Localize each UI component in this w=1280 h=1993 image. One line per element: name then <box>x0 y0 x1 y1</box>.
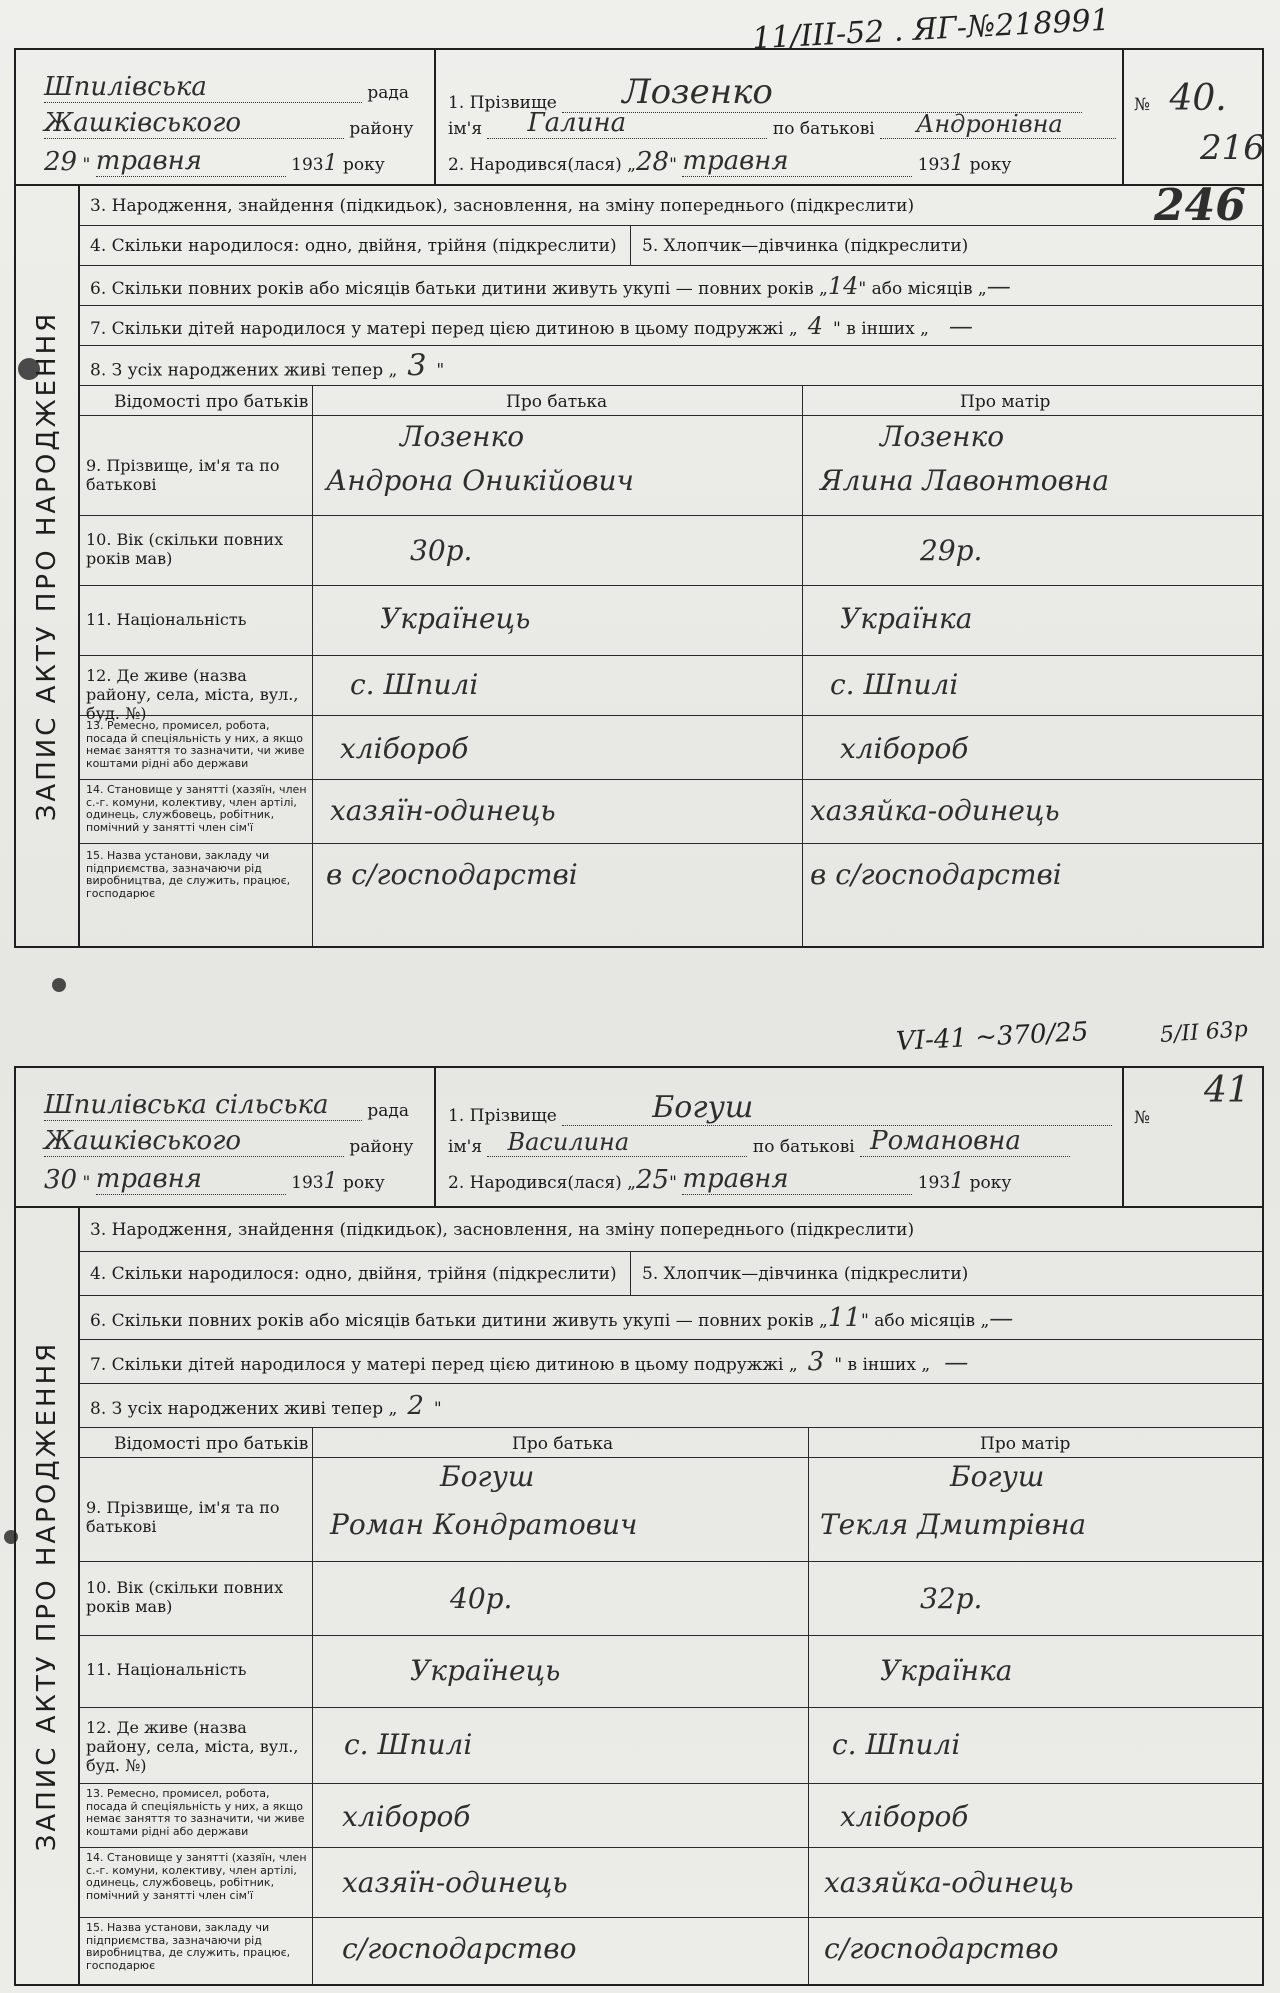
rada-label: рада <box>367 1101 410 1121</box>
reg-year-digit: 1 <box>323 1169 338 1194</box>
row-q7 <box>80 1340 1262 1384</box>
mother-status: хазяйка-одинець <box>810 794 1060 827</box>
rayon-value: Жашківського <box>44 108 344 139</box>
rayon-line <box>44 108 413 139</box>
surname-label: 1. Прізвище <box>448 1106 557 1126</box>
number-value: 40. <box>1169 78 1227 119</box>
patronymic-label: по батькові <box>772 119 875 139</box>
roku-label: року <box>343 1173 385 1193</box>
mother-name: Текля Дмитрівна <box>820 1508 1087 1541</box>
mother-occupation: хлібороб <box>840 732 969 765</box>
father-workplace: с/господарство <box>342 1932 577 1965</box>
table-row-15 <box>80 844 1262 946</box>
r13-label: 13. Ремесно, промисел, робота, посада й спеціяльність у них, а якщо немає заняття то зазначити, чи живе коштами рідні або держави <box>86 1787 305 1838</box>
name-value: Василина <box>487 1128 747 1157</box>
birth-year-digit: 1 <box>950 1169 965 1194</box>
born-line: 2. Народився(лася) „28" травня 1931 року <box>448 146 1012 177</box>
rada-label: рада <box>367 83 410 103</box>
surname-line <box>448 72 1082 113</box>
table-row-11 <box>80 1636 1262 1708</box>
divider <box>630 226 631 265</box>
table-row-9 <box>80 1458 1262 1562</box>
side-title-box <box>16 1208 80 1984</box>
table-row-11 <box>80 586 1262 656</box>
table-row-10 <box>80 516 1262 586</box>
side-title: ЗАПИС АКТУ ПРО НАРОДЖЕННЯ <box>32 1340 62 1852</box>
alive-now: 3 <box>407 348 427 383</box>
col-mother-header: Про матір <box>960 392 1051 412</box>
archive-note-middle-2: 5/II 63р <box>1159 1016 1249 1049</box>
born-label: 2. Народився(лася) <box>448 155 622 175</box>
mother-surname: Лозенко <box>880 420 1005 453</box>
number-label: № <box>1134 95 1151 115</box>
reg-month: травня <box>96 1164 286 1195</box>
year-prefix: 193 <box>917 155 951 175</box>
father-status: хазяїн-одинець <box>330 794 556 827</box>
q4-label: 4. Скільки народилося: одно, двійня, трійня (підкреслити) <box>90 235 617 256</box>
r14-label: 14. Становище у занятті (хазяїн, член с.-г. комуни, колективу, член артілі, одинець, службовець, робітник, помічний у занятті член сім'ї <box>86 783 307 834</box>
year-prefix: 193 <box>917 1173 951 1193</box>
number-line <box>1134 78 1227 119</box>
q7-other-label: в інших <box>846 318 915 339</box>
children-other: — <box>948 311 973 340</box>
rada-line <box>44 72 409 103</box>
table-row-14 <box>80 780 1262 844</box>
q7-label: 7. Скільки дітей народилося у матері перед цією дитиною в цьому подружжі <box>90 318 784 339</box>
year-prefix: 193 <box>291 155 324 175</box>
mother-nationality: Українка <box>880 1654 1013 1687</box>
name-value: Галина <box>487 108 767 139</box>
father-surname: Лозенко <box>400 420 525 453</box>
divider <box>630 1252 631 1295</box>
name-label: ім'я <box>448 119 483 139</box>
rayon-value: Жашківського <box>44 1126 344 1157</box>
mother-status: хазяйка-одинець <box>824 1866 1074 1899</box>
q3-label: 3. Народження, знайдення (підкидьок), засновлення, на зміну попереднього (підкреслити) <box>90 195 915 216</box>
father-occupation: хлібороб <box>342 1800 471 1833</box>
table-row-10 <box>80 1562 1262 1636</box>
rayon-line <box>44 1126 413 1157</box>
father-workplace: в с/господарстві <box>326 858 578 891</box>
q8-line: 8. З усіх народжених живі тепер „ 3 " <box>90 348 445 383</box>
alive-now: 2 <box>407 1390 424 1421</box>
mother-age: 32р. <box>920 1582 983 1615</box>
reg-year-digit: 1 <box>323 151 338 176</box>
father-name: Роман Кондратович <box>330 1508 638 1541</box>
rayon-label: району <box>349 119 414 139</box>
father-surname: Богуш <box>440 1460 535 1493</box>
r15-label: 15. Назва установи, закладу чи підприємства, зазначаючи рід виробництва, де служить, працює, господарює <box>86 849 291 900</box>
father-nationality: Українець <box>410 1654 561 1687</box>
mother-occupation: хлібороб <box>840 1800 969 1833</box>
number-label: № <box>1134 1108 1151 1128</box>
father-nationality: Українець <box>380 602 531 635</box>
surname-label: 1. Прізвище <box>448 93 557 113</box>
q8-line: 8. З усіх народжених живі тепер „ 2 " <box>90 1390 442 1421</box>
q6-line: 6. Скільки повних років або місяців батьки дитини живуть укупі — повних років „14" або місяців „— <box>90 271 1011 300</box>
row-q6 <box>80 266 1262 306</box>
children-before: 4 <box>807 311 823 340</box>
rada-line <box>44 1090 409 1121</box>
table-row-15 <box>80 1918 1262 1984</box>
reg-day: 29 <box>44 147 78 177</box>
form-header <box>16 1068 1262 1208</box>
reg-date-line: 29 " травня 1931 року <box>44 146 385 177</box>
year-prefix: 193 <box>291 1173 324 1193</box>
months-together: — <box>989 1303 1014 1332</box>
number-value: 41 <box>1204 1070 1250 1111</box>
table-row-13 <box>80 1784 1262 1848</box>
r12-label: 12. Де живе (назва району, села, міста, вул., буд. №) <box>86 666 299 723</box>
months-together: — <box>986 271 1011 300</box>
row-q3 <box>80 1208 1262 1252</box>
name-line <box>448 1126 1070 1157</box>
table-row-12 <box>80 1708 1262 1784</box>
r9-label: 9. Прізвище, ім'я та по батькові <box>86 456 280 494</box>
q7-line: 7. Скільки дітей народилося у матері перед цією дитиною в цьому подружжі „ 4 " в інших „ — <box>90 311 973 340</box>
col-info-header: Відомості про батьків <box>114 392 309 412</box>
q8-label: 8. З усіх народжених живі тепер <box>90 1398 384 1419</box>
birth-month: травня <box>682 1164 912 1195</box>
surname-value: Богуш <box>562 1090 1112 1126</box>
registration-block <box>16 1068 436 1206</box>
q7-line: 7. Скільки дітей народилося у матері перед цією дитиною в цьому подружжі „ 3 " в інших „ — <box>90 1346 969 1377</box>
r15-label: 15. Назва установи, закладу чи підприємства, зазначаючи рід виробництва, де служить, працює, господарює <box>86 1921 291 1972</box>
years-together: 11 <box>827 1302 861 1333</box>
name-line <box>448 108 1116 139</box>
father-occupation: хлібороб <box>340 732 469 765</box>
table-header-row <box>80 1428 1262 1458</box>
mother-name: Ялина Лавонтовна <box>820 464 1110 497</box>
row-q8 <box>80 346 1262 386</box>
mother-residence: с. Шпилі <box>832 1728 961 1761</box>
birth-record-form-2 <box>14 1066 1264 1986</box>
reg-day: 30 <box>44 1165 78 1195</box>
number-line <box>1134 1108 1150 1128</box>
number-block <box>1124 1068 1262 1206</box>
q8-label: 8. З усіх народжених живі тепер <box>90 360 384 380</box>
col-father-header: Про батька <box>506 392 608 412</box>
patronymic-value: Романовна <box>860 1126 1070 1157</box>
birth-year-digit: 1 <box>950 151 965 176</box>
surname-line <box>448 1090 1112 1126</box>
q4-label: 4. Скільки народилося: одно, двійня, трійня (підкреслити) <box>90 1263 617 1284</box>
patronymic-label: по батькові <box>752 1137 855 1157</box>
born-label: 2. Народився(лася) <box>448 1173 622 1193</box>
q6-months-label: або місяців <box>874 1310 976 1331</box>
number-block <box>1124 50 1265 184</box>
archive-note-top: 11/III-52 . ЯГ-№218991 <box>751 2 1111 57</box>
child-block <box>436 50 1124 184</box>
col-father-header: Про батька <box>512 1434 614 1454</box>
r14-label: 14. Становище у занятті (хазяїн, член с.-г. комуни, колективу, член артілі, одинець, службовець, робітник, помічний у занятті член сім'ї <box>86 1851 307 1902</box>
r12-label: 12. Де живе (назва району, села, міста, вул., буд. №) <box>86 1718 299 1775</box>
father-status: хазяїн-одинець <box>342 1866 568 1899</box>
table-row-12 <box>80 656 1262 723</box>
r11-label: 11. Національність <box>86 610 247 629</box>
birth-record-form-1 <box>14 48 1264 948</box>
surname-value: Лозенко <box>562 72 1082 113</box>
r13-label: 13. Ремесно, промисел, робота, посада й спеціяльність у них, а якщо немає заняття то зазначити, чи живе коштами рідні або держави <box>86 719 305 770</box>
q5-label: 5. Хлопчик—дівчинка (підкреслити) <box>642 235 969 256</box>
q6-label: 6. Скільки повних років або місяців батьки дитини живуть укупі — повних років <box>90 278 814 299</box>
rada-value: Шпилівська сільська <box>44 1090 362 1121</box>
name-label: ім'я <box>448 1137 483 1157</box>
rayon-label: району <box>349 1137 414 1157</box>
roku-label: року <box>343 155 385 175</box>
mother-age: 29р. <box>920 534 983 567</box>
q3-label: 3. Народження, знайдення (підкидьок), засновлення, на зміну попереднього (підкреслити) <box>90 1219 915 1240</box>
reg-date-line: 30 " травня 1931 року <box>44 1164 385 1195</box>
table-row-9 <box>80 416 1262 516</box>
years-together: 14 <box>827 271 859 300</box>
table-row-13 <box>80 716 1262 780</box>
children-other: — <box>944 1347 969 1376</box>
father-name: Андрона Оникійович <box>326 464 634 497</box>
father-age: 30р. <box>410 534 473 567</box>
number-note: 216 <box>1200 128 1265 168</box>
r10-label: 10. Вік (скільки повних років мав) <box>86 530 284 568</box>
q7-other-label: в інших <box>847 1354 916 1375</box>
mother-residence: с. Шпилі <box>830 668 959 701</box>
father-residence: с. Шпилі <box>344 1728 473 1761</box>
roku-label: року <box>969 155 1012 175</box>
father-age: 40р. <box>450 1582 513 1615</box>
r9-label: 9. Прізвище, ім'я та по батькові <box>86 1498 280 1536</box>
mother-nationality: Українка <box>840 602 973 635</box>
row-q7 <box>80 306 1262 346</box>
row-q3 <box>80 186 1262 226</box>
archive-note-middle: VI-41 ~370/25 <box>895 1016 1090 1058</box>
binder-hole <box>52 978 66 992</box>
row-q8 <box>80 1384 1262 1428</box>
col-mother-header: Про матір <box>980 1434 1071 1454</box>
number-note-2: 246 <box>1154 180 1246 231</box>
side-title: ЗАПИС АКТУ ПРО НАРОДЖЕННЯ <box>32 310 62 822</box>
col-info-header: Відомості про батьків <box>114 1434 309 1454</box>
parents-table <box>80 386 1262 946</box>
q5-label: 5. Хлопчик—дівчинка (підкреслити) <box>642 1263 969 1284</box>
patronymic-value: Андронівна <box>880 110 1116 139</box>
q6-line: 6. Скільки повних років або місяців батьки дитини живуть укупі — повних років „11" або місяців „— <box>90 1302 1014 1333</box>
mother-workplace: в с/господарстві <box>810 858 1062 891</box>
birth-day: 28 <box>635 147 670 177</box>
roku-label: року <box>969 1173 1012 1193</box>
mother-workplace: с/господарство <box>824 1932 1059 1965</box>
row-q4-q5 <box>80 226 1262 266</box>
r11-label: 11. Національність <box>86 1660 247 1679</box>
row-q4-q5 <box>80 1252 1262 1296</box>
side-title-box <box>16 186 80 946</box>
q6-label: 6. Скільки повних років або місяців батьки дитини живуть укупі — повних років <box>90 1310 814 1331</box>
table-header-row <box>80 386 1262 416</box>
rada-value: Шпилівська <box>44 72 362 103</box>
form-header <box>16 50 1265 186</box>
q6-months-label: або місяців <box>871 278 973 299</box>
reg-month: травня <box>96 146 286 177</box>
parents-table <box>80 1428 1262 1984</box>
r10-label: 10. Вік (скільки повних років мав) <box>86 1578 284 1616</box>
mother-surname: Богуш <box>950 1460 1045 1493</box>
birth-month: травня <box>682 146 912 177</box>
child-block <box>436 1068 1124 1206</box>
q7-label: 7. Скільки дітей народилося у матері перед цією дитиною в цьому подружжі <box>90 1354 784 1375</box>
birth-day: 25 <box>635 1165 670 1195</box>
registration-block <box>16 50 436 184</box>
table-row-14 <box>80 1848 1262 1918</box>
born-line: 2. Народився(лася) „25" травня 1931 року <box>448 1164 1012 1195</box>
children-before: 3 <box>807 1346 825 1377</box>
father-residence: с. Шпилі <box>350 668 479 701</box>
row-q6 <box>80 1296 1262 1340</box>
